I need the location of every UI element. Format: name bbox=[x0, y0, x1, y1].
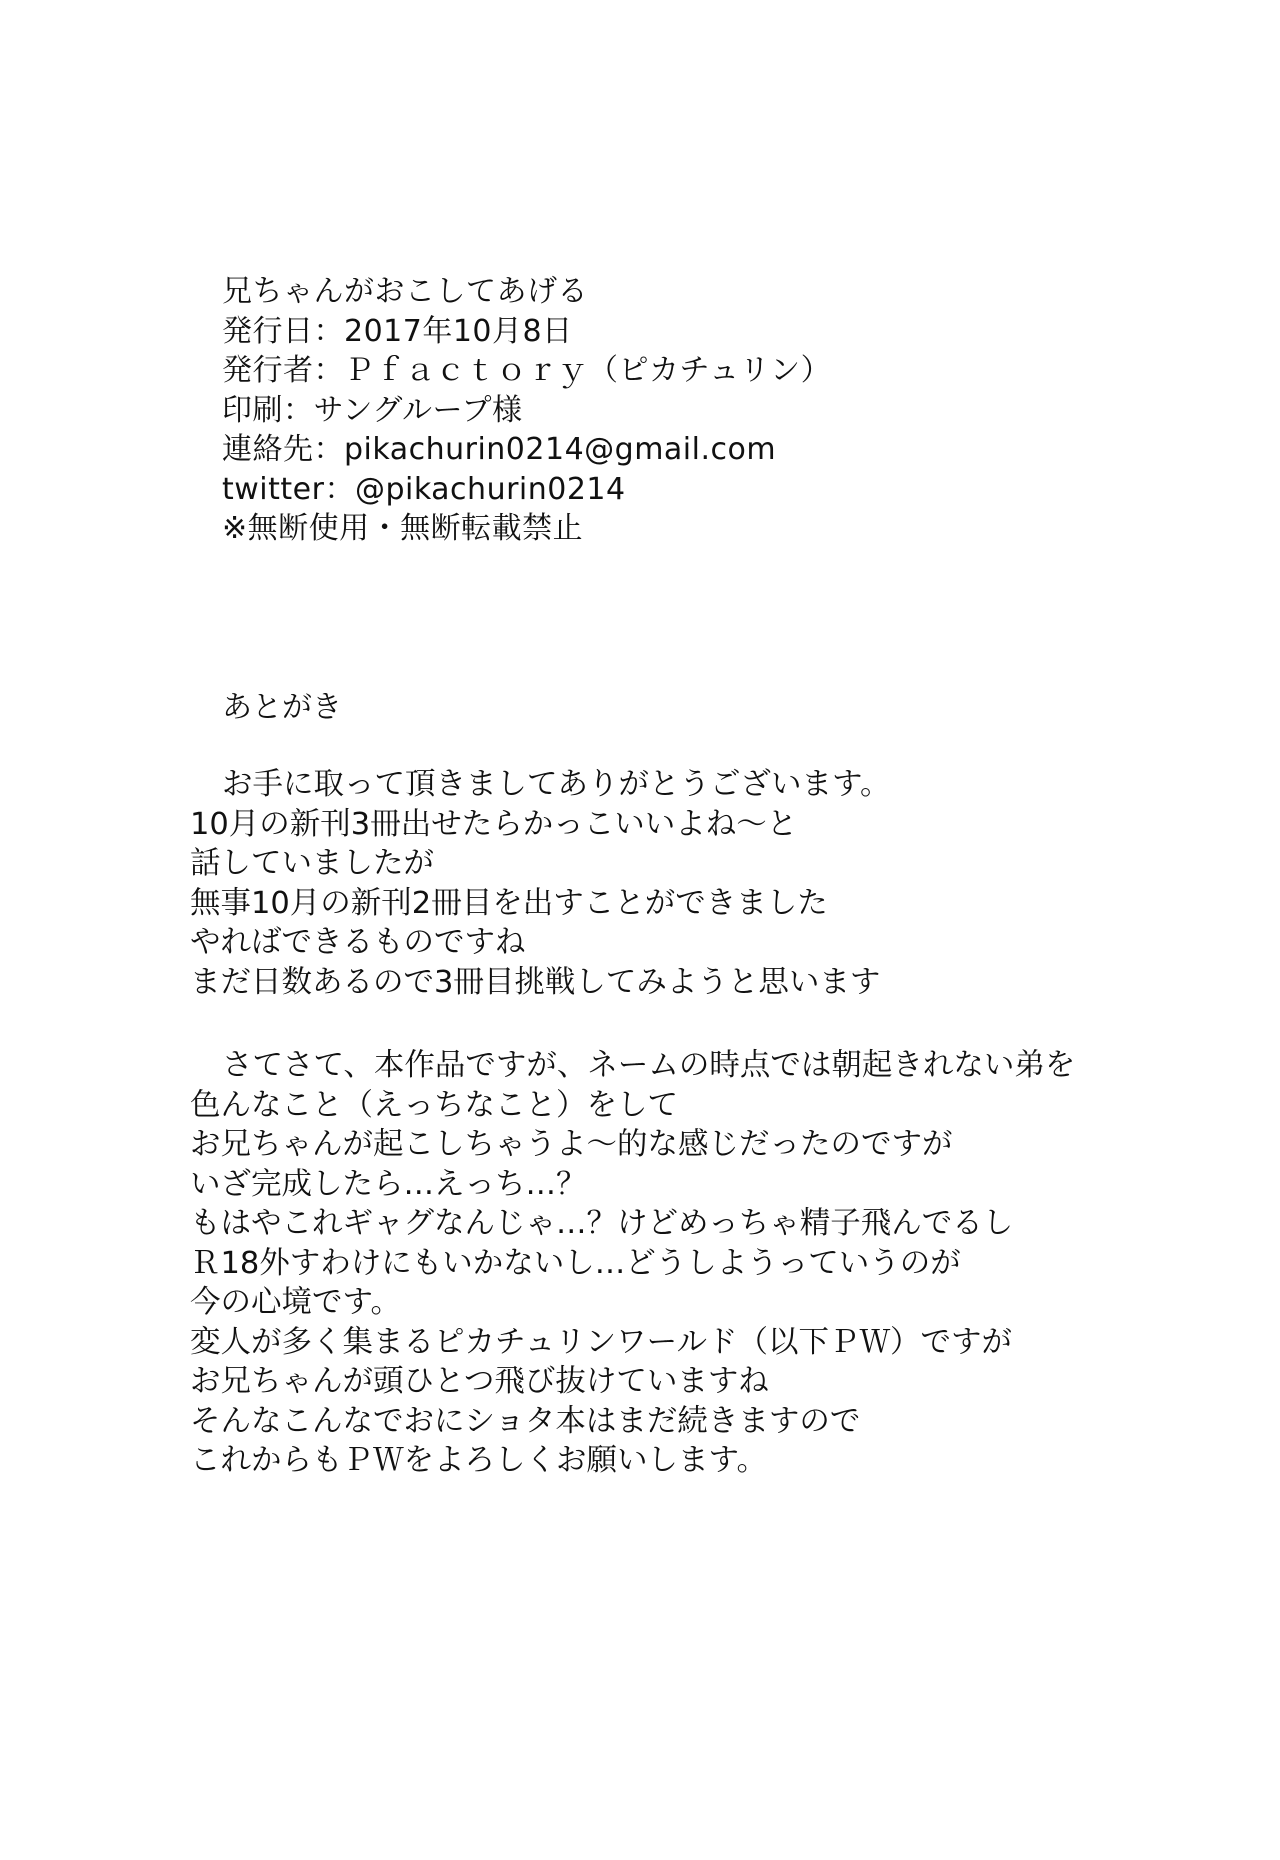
paragraph-line: そんなこんなでおにショタ本はまだ続きますので bbox=[190, 1403, 861, 1439]
afterword-heading: あとがき bbox=[222, 690, 342, 725]
paragraph-spacer bbox=[190, 1002, 1190, 1046]
paragraph-line: お兄ちゃんが起こしちゃうよ〜的な感じだったのですが bbox=[190, 1127, 953, 1162]
copyright-notice: ※無断使用・無断転載禁止 bbox=[222, 511, 584, 546]
paragraph-line: 話していましたが bbox=[190, 846, 434, 881]
paragraph-line: Ｒ18外すわけにもいかないし…どうしようっていうのが bbox=[190, 1245, 961, 1281]
paragraph-line: 変人が多く集まるピカチュリンワールド（以下ＰＷ）ですが bbox=[190, 1324, 1012, 1360]
printer: 印刷：サングループ様 bbox=[222, 392, 523, 428]
afterword-body bbox=[190, 765, 1190, 1481]
paragraph-line: 無事10月の新刊2冊目を出すことができました bbox=[190, 885, 828, 921]
paragraph-line: 10月の新刊3冊出せたらかっこいいよね〜と bbox=[190, 806, 798, 842]
paragraph-line: お手に取って頂きましてありがとうございます。 bbox=[222, 767, 891, 802]
colophon bbox=[222, 272, 1122, 549]
paragraph-line: いざ完成したら…えっち…？ bbox=[190, 1166, 587, 1202]
paragraph-line: 色んなこと（えっちなこと）をして bbox=[190, 1087, 678, 1123]
publisher: 発行者：Ｐｆａｃｔｏｒｙ（ピカチュリン） bbox=[222, 353, 832, 388]
contact-email: 連絡先：pikachurin0214@gmail.com bbox=[222, 432, 777, 467]
paragraph-line: まだ日数あるので3冊目挑戦してみようと思います bbox=[190, 964, 881, 1000]
paragraph-line: これからもＰＷをよろしくお願いします。 bbox=[190, 1443, 768, 1478]
book-title: 兄ちゃんがおこしてあげる bbox=[222, 274, 588, 309]
paragraph-line: さてさて、本作品ですが、ネームの時点では朝起きれない弟を bbox=[222, 1048, 1076, 1083]
paragraph-line: もはやこれギャグなんじゃ…？けどめっちゃ精子飛んでるし bbox=[190, 1206, 1014, 1241]
paragraph-line: 今の心境です。 bbox=[190, 1285, 402, 1320]
paragraph-line: お兄ちゃんが頭ひとつ飛び抜けていますね bbox=[190, 1364, 769, 1399]
twitter-handle: twitter：@pikachurin0214 bbox=[222, 471, 626, 507]
paragraph-line: やればできるものですね bbox=[190, 925, 526, 960]
publish-date: 発行日：2017年10月8日 bbox=[222, 313, 573, 349]
